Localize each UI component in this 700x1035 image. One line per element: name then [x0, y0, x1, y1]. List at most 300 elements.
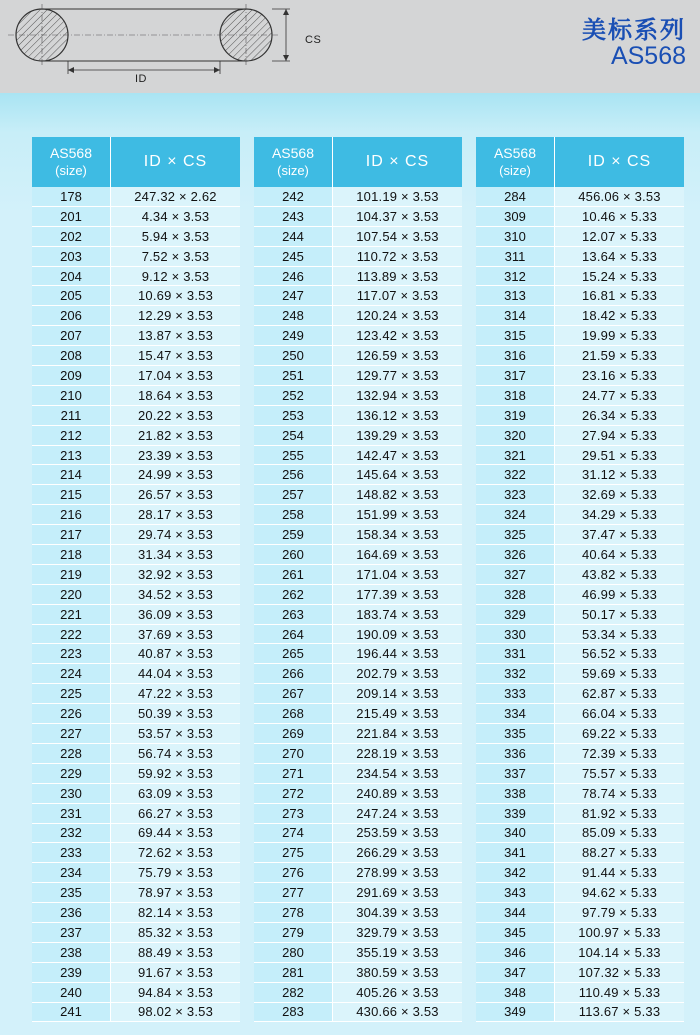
dimension-cell: 32.92 × 3.53	[111, 565, 240, 584]
table-row	[32, 525, 240, 545]
size-cell: 315	[476, 326, 555, 345]
size-cell: 205	[32, 286, 111, 305]
size-cell: 325	[476, 525, 555, 544]
table-row	[476, 943, 684, 963]
table-row	[254, 465, 462, 485]
size-cell: 216	[32, 505, 111, 524]
dimension-cell: 37.47 × 5.33	[555, 525, 684, 544]
size-cell: 318	[476, 386, 555, 405]
dimension-cell: 72.62 × 3.53	[111, 843, 240, 862]
size-cell: 276	[254, 863, 333, 882]
dimension-cell: 72.39 × 5.33	[555, 744, 684, 763]
dimension-cell: 183.74 × 3.53	[333, 605, 462, 624]
size-cell: 310	[476, 227, 555, 246]
size-cell: 344	[476, 903, 555, 922]
dimension-cell: 110.49 × 5.33	[555, 983, 684, 1002]
dimension-cell: 13.64 × 5.33	[555, 247, 684, 266]
header-size-unit: (size)	[55, 163, 87, 178]
size-cell: 223	[32, 644, 111, 663]
size-cell: 251	[254, 366, 333, 385]
size-cell: 263	[254, 605, 333, 624]
table-row	[32, 505, 240, 525]
dimension-cell: 75.79 × 3.53	[111, 863, 240, 882]
dimension-cell: 16.81 × 5.33	[555, 286, 684, 305]
table-row	[254, 346, 462, 366]
size-cell: 262	[254, 585, 333, 604]
table-row	[254, 565, 462, 585]
table-row	[32, 406, 240, 426]
dimension-cell: 69.22 × 5.33	[555, 724, 684, 743]
dimension-cell: 177.39 × 3.53	[333, 585, 462, 604]
dimension-cell: 13.87 × 3.53	[111, 326, 240, 345]
dimension-cell: 21.82 × 3.53	[111, 426, 240, 445]
dimension-cell: 88.27 × 5.33	[555, 843, 684, 862]
dimension-cell: 107.32 × 5.33	[555, 963, 684, 982]
dimension-cell: 56.74 × 3.53	[111, 744, 240, 763]
size-cell: 231	[32, 804, 111, 823]
dimension-cell: 278.99 × 3.53	[333, 863, 462, 882]
table-row	[476, 605, 684, 625]
table-row	[254, 386, 462, 406]
dimension-cell: 228.19 × 3.53	[333, 744, 462, 763]
size-cell: 279	[254, 923, 333, 942]
table-row	[254, 247, 462, 267]
table-row	[32, 744, 240, 764]
size-cell: 229	[32, 764, 111, 783]
table-row	[476, 585, 684, 605]
header-size-label: AS568	[493, 145, 537, 161]
dimension-cell: 63.09 × 3.53	[111, 784, 240, 803]
table-row	[32, 326, 240, 346]
table-row	[476, 923, 684, 943]
table-row	[32, 247, 240, 267]
size-cell: 321	[476, 446, 555, 465]
dimension-cell: 27.94 × 5.33	[555, 426, 684, 445]
dimension-cell: 104.37 × 3.53	[333, 207, 462, 226]
size-cell: 206	[32, 306, 111, 325]
dimension-cell: 18.42 × 5.33	[555, 306, 684, 325]
size-cell: 235	[32, 883, 111, 902]
dimension-cell: 23.16 × 5.33	[555, 366, 684, 385]
size-cell: 280	[254, 943, 333, 962]
table-row	[254, 227, 462, 247]
table-row	[476, 406, 684, 426]
dimension-cell: 15.24 × 5.33	[555, 267, 684, 286]
size-cell: 347	[476, 963, 555, 982]
size-cell: 220	[32, 585, 111, 604]
dimension-cell: 50.39 × 3.53	[111, 704, 240, 723]
table-row	[476, 565, 684, 585]
table-row	[254, 804, 462, 824]
table-row	[32, 664, 240, 684]
header-size-cell	[32, 137, 111, 187]
size-cell: 252	[254, 386, 333, 405]
size-cell: 329	[476, 605, 555, 624]
table-row	[476, 704, 684, 724]
size-cell: 338	[476, 784, 555, 803]
size-cell: 268	[254, 704, 333, 723]
table-row	[476, 744, 684, 764]
header-size-cell	[476, 137, 555, 187]
size-cell: 336	[476, 744, 555, 763]
size-cell: 272	[254, 784, 333, 803]
table-row	[476, 505, 684, 525]
dimension-cell: 66.27 × 3.53	[111, 804, 240, 823]
dimension-cell: 253.59 × 3.53	[333, 824, 462, 843]
dimension-cell: 151.99 × 3.53	[333, 505, 462, 524]
table-row	[254, 764, 462, 784]
table-row	[476, 545, 684, 565]
page-title-standard: AS568	[610, 42, 686, 70]
size-cell: 242	[254, 187, 333, 206]
table-row	[32, 565, 240, 585]
dimension-cell: 142.47 × 3.53	[333, 446, 462, 465]
size-cell: 222	[32, 625, 111, 644]
table-row	[32, 306, 240, 326]
dimension-cell: 37.69 × 3.53	[111, 625, 240, 644]
table-row	[476, 903, 684, 923]
size-cell: 270	[254, 744, 333, 763]
size-cell: 260	[254, 545, 333, 564]
table-row	[254, 446, 462, 466]
header-panel	[0, 0, 700, 93]
table-row	[476, 804, 684, 824]
size-cell: 203	[32, 247, 111, 266]
size-cell: 218	[32, 545, 111, 564]
size-cell: 284	[476, 187, 555, 206]
table-row	[476, 843, 684, 863]
table-row	[254, 306, 462, 326]
table-row	[254, 664, 462, 684]
size-cell: 281	[254, 963, 333, 982]
dimension-cell: 139.29 × 3.53	[333, 426, 462, 445]
size-cell: 266	[254, 664, 333, 683]
size-cell: 211	[32, 406, 111, 425]
dimension-cell: 59.92 × 3.53	[111, 764, 240, 783]
dimension-cell: 29.51 × 5.33	[555, 446, 684, 465]
dimension-cell: 113.67 × 5.33	[555, 1003, 684, 1022]
table-row	[254, 545, 462, 565]
dimension-cell: 355.19 × 3.53	[333, 943, 462, 962]
table-header	[254, 137, 462, 187]
dimension-cell: 36.09 × 3.53	[111, 605, 240, 624]
size-cell: 212	[32, 426, 111, 445]
table-row	[32, 983, 240, 1003]
dimension-cell: 66.04 × 5.33	[555, 704, 684, 723]
table-row	[32, 227, 240, 247]
table-row	[254, 684, 462, 704]
size-cell: 345	[476, 923, 555, 942]
size-cell: 210	[32, 386, 111, 405]
dimension-cell: 430.66 × 3.53	[333, 1003, 462, 1022]
size-cell: 319	[476, 406, 555, 425]
dimension-cell: 81.92 × 5.33	[555, 804, 684, 823]
size-cell: 213	[32, 446, 111, 465]
size-cell: 317	[476, 366, 555, 385]
dimension-cell: 88.49 × 3.53	[111, 943, 240, 962]
size-cell: 323	[476, 485, 555, 504]
size-cell: 237	[32, 923, 111, 942]
table-row	[32, 446, 240, 466]
size-cell: 330	[476, 625, 555, 644]
size-cell: 335	[476, 724, 555, 743]
size-cell: 234	[32, 863, 111, 882]
dimension-cell: 40.87 × 3.53	[111, 644, 240, 663]
header-size-label: AS568	[49, 145, 93, 161]
table-row	[476, 187, 684, 207]
table-row	[254, 824, 462, 844]
table-row	[32, 426, 240, 446]
table-row	[254, 724, 462, 744]
dimension-cell: 9.12 × 3.53	[111, 267, 240, 286]
dimension-cell: 29.74 × 3.53	[111, 525, 240, 544]
table-row	[32, 903, 240, 923]
size-cell: 342	[476, 863, 555, 882]
table-row	[254, 267, 462, 287]
table-row	[476, 366, 684, 386]
dimension-cell: 4.34 × 3.53	[111, 207, 240, 226]
size-cell: 232	[32, 824, 111, 843]
table-row	[32, 207, 240, 227]
size-cell: 202	[32, 227, 111, 246]
table-header	[476, 137, 684, 187]
size-cell: 331	[476, 644, 555, 663]
size-cell: 221	[32, 605, 111, 624]
table-row	[476, 207, 684, 227]
dimension-cell: 209.14 × 3.53	[333, 684, 462, 703]
table-row	[476, 346, 684, 366]
size-cell: 274	[254, 824, 333, 843]
dimension-cell: 85.09 × 5.33	[555, 824, 684, 843]
size-cell: 250	[254, 346, 333, 365]
header-dimension-label: ID × CS	[365, 153, 430, 170]
size-cell: 226	[32, 704, 111, 723]
dimension-cell: 18.64 × 3.53	[111, 386, 240, 405]
size-cell: 247	[254, 286, 333, 305]
dimension-cell: 129.77 × 3.53	[333, 366, 462, 385]
dimension-cell: 117.07 × 3.53	[333, 286, 462, 305]
size-cell: 224	[32, 664, 111, 683]
table-row	[32, 923, 240, 943]
table-row	[32, 286, 240, 306]
dimension-cell: 107.54 × 3.53	[333, 227, 462, 246]
dimension-cell: 31.12 × 5.33	[555, 465, 684, 484]
size-cell: 339	[476, 804, 555, 823]
dimension-cell: 78.97 × 3.53	[111, 883, 240, 902]
dimension-cell: 28.17 × 3.53	[111, 505, 240, 524]
size-cell: 208	[32, 346, 111, 365]
table-row	[32, 684, 240, 704]
size-cell: 346	[476, 943, 555, 962]
table-row	[476, 286, 684, 306]
table-row	[254, 207, 462, 227]
table-row	[32, 625, 240, 645]
size-cell: 240	[32, 983, 111, 1002]
table-row	[32, 764, 240, 784]
table-body	[254, 187, 462, 1022]
table-row	[32, 585, 240, 605]
dimension-cell: 12.29 × 3.53	[111, 306, 240, 325]
size-cell: 334	[476, 704, 555, 723]
dimension-cell: 126.59 × 3.53	[333, 346, 462, 365]
size-cell: 269	[254, 724, 333, 743]
dimension-cell: 456.06 × 3.53	[555, 187, 684, 206]
size-cell: 256	[254, 465, 333, 484]
table-row	[476, 426, 684, 446]
dimension-cell: 21.59 × 5.33	[555, 346, 684, 365]
size-cell: 219	[32, 565, 111, 584]
dimension-cell: 132.94 × 3.53	[333, 386, 462, 405]
header-size-unit: (size)	[499, 163, 531, 178]
table-row	[32, 804, 240, 824]
table-row	[476, 625, 684, 645]
table-row	[476, 326, 684, 346]
size-cell: 333	[476, 684, 555, 703]
table-body	[32, 187, 240, 1022]
size-cell: 209	[32, 366, 111, 385]
size-cell: 201	[32, 207, 111, 226]
size-cell: 204	[32, 267, 111, 286]
table-row	[476, 784, 684, 804]
size-cell: 320	[476, 426, 555, 445]
table-row	[476, 824, 684, 844]
size-cell: 241	[32, 1003, 111, 1022]
dimension-cell: 12.07 × 5.33	[555, 227, 684, 246]
table-row	[32, 724, 240, 744]
size-cell: 328	[476, 585, 555, 604]
table-row	[476, 446, 684, 466]
dimension-cell: 240.89 × 3.53	[333, 784, 462, 803]
diagram-id-label: ID	[135, 73, 147, 85]
table-row	[476, 664, 684, 684]
size-cell: 271	[254, 764, 333, 783]
size-cell: 217	[32, 525, 111, 544]
size-cell: 265	[254, 644, 333, 663]
dimension-cell: 24.77 × 5.33	[555, 386, 684, 405]
dimension-cell: 24.99 × 3.53	[111, 465, 240, 484]
dimension-cell: 202.79 × 3.53	[333, 664, 462, 683]
table-row	[32, 1003, 240, 1023]
dimension-cell: 20.22 × 3.53	[111, 406, 240, 425]
table-row	[476, 465, 684, 485]
table-row	[254, 625, 462, 645]
dimension-cell: 69.44 × 3.53	[111, 824, 240, 843]
table-header	[32, 137, 240, 187]
dimension-cell: 56.52 × 5.33	[555, 644, 684, 663]
table-row	[32, 386, 240, 406]
table-row	[476, 247, 684, 267]
size-cell: 332	[476, 664, 555, 683]
dimension-cell: 101.19 × 3.53	[333, 187, 462, 206]
dimension-cell: 145.64 × 3.53	[333, 465, 462, 484]
dimension-cell: 15.47 × 3.53	[111, 346, 240, 365]
table-row	[254, 943, 462, 963]
size-cell: 326	[476, 545, 555, 564]
dimension-cell: 123.42 × 3.53	[333, 326, 462, 345]
size-cell: 238	[32, 943, 111, 962]
dimension-cell: 78.74 × 5.33	[555, 784, 684, 803]
table-row	[32, 943, 240, 963]
size-cell: 227	[32, 724, 111, 743]
dimension-cell: 47.22 × 3.53	[111, 684, 240, 703]
table-row	[254, 187, 462, 207]
dimension-cell: 97.79 × 5.33	[555, 903, 684, 922]
header-size-unit: (size)	[277, 163, 309, 178]
table-row	[254, 903, 462, 923]
dimension-cell: 113.89 × 3.53	[333, 267, 462, 286]
table-row	[32, 545, 240, 565]
dimension-cell: 26.57 × 3.53	[111, 485, 240, 504]
size-cell: 215	[32, 485, 111, 504]
header-size-cell	[254, 137, 333, 187]
dimension-cell: 215.49 × 3.53	[333, 704, 462, 723]
size-cell: 311	[476, 247, 555, 266]
table-row	[476, 306, 684, 326]
table-row	[254, 605, 462, 625]
page-title-chinese: 美标系列	[582, 16, 686, 44]
dimension-cell: 10.46 × 5.33	[555, 207, 684, 226]
dimension-cell: 82.14 × 3.53	[111, 903, 240, 922]
table-row	[254, 286, 462, 306]
dimension-cell: 59.69 × 5.33	[555, 664, 684, 683]
size-cell: 245	[254, 247, 333, 266]
dimension-cell: 44.04 × 3.53	[111, 664, 240, 683]
size-cell: 228	[32, 744, 111, 763]
size-cell: 324	[476, 505, 555, 524]
size-cell: 273	[254, 804, 333, 823]
dimension-cell: 75.57 × 5.33	[555, 764, 684, 783]
dimension-cell: 148.82 × 3.53	[333, 485, 462, 504]
table-row	[254, 485, 462, 505]
dimension-cell: 329.79 × 3.53	[333, 923, 462, 942]
table-row	[476, 724, 684, 744]
table-row	[254, 366, 462, 386]
diagram-cs-label: CS	[305, 34, 322, 46]
size-cell: 267	[254, 684, 333, 703]
table-row	[254, 1003, 462, 1023]
table-row	[32, 366, 240, 386]
size-cell: 282	[254, 983, 333, 1002]
table-row	[32, 465, 240, 485]
table-row	[254, 784, 462, 804]
size-cell: 348	[476, 983, 555, 1002]
size-cell: 225	[32, 684, 111, 703]
size-cell: 314	[476, 306, 555, 325]
dimension-cell: 17.04 × 3.53	[111, 366, 240, 385]
size-cell: 340	[476, 824, 555, 843]
table-row	[476, 485, 684, 505]
dimension-cell: 100.97 × 5.33	[555, 923, 684, 942]
dimension-cell: 53.34 × 5.33	[555, 625, 684, 644]
table-row	[32, 883, 240, 903]
dimension-cell: 40.64 × 5.33	[555, 545, 684, 564]
size-cell: 278	[254, 903, 333, 922]
dimension-cell: 234.54 × 3.53	[333, 764, 462, 783]
table-row	[254, 983, 462, 1003]
table-row	[32, 863, 240, 883]
size-cell: 214	[32, 465, 111, 484]
table-row	[476, 227, 684, 247]
dimension-cell: 120.24 × 3.53	[333, 306, 462, 325]
dimension-cell: 291.69 × 3.53	[333, 883, 462, 902]
size-cell: 337	[476, 764, 555, 783]
dimension-cell: 247.24 × 3.53	[333, 804, 462, 823]
size-cell: 233	[32, 843, 111, 862]
size-cell: 313	[476, 286, 555, 305]
table-row	[254, 426, 462, 446]
dimension-cell: 5.94 × 3.53	[111, 227, 240, 246]
dimension-cell: 110.72 × 3.53	[333, 247, 462, 266]
